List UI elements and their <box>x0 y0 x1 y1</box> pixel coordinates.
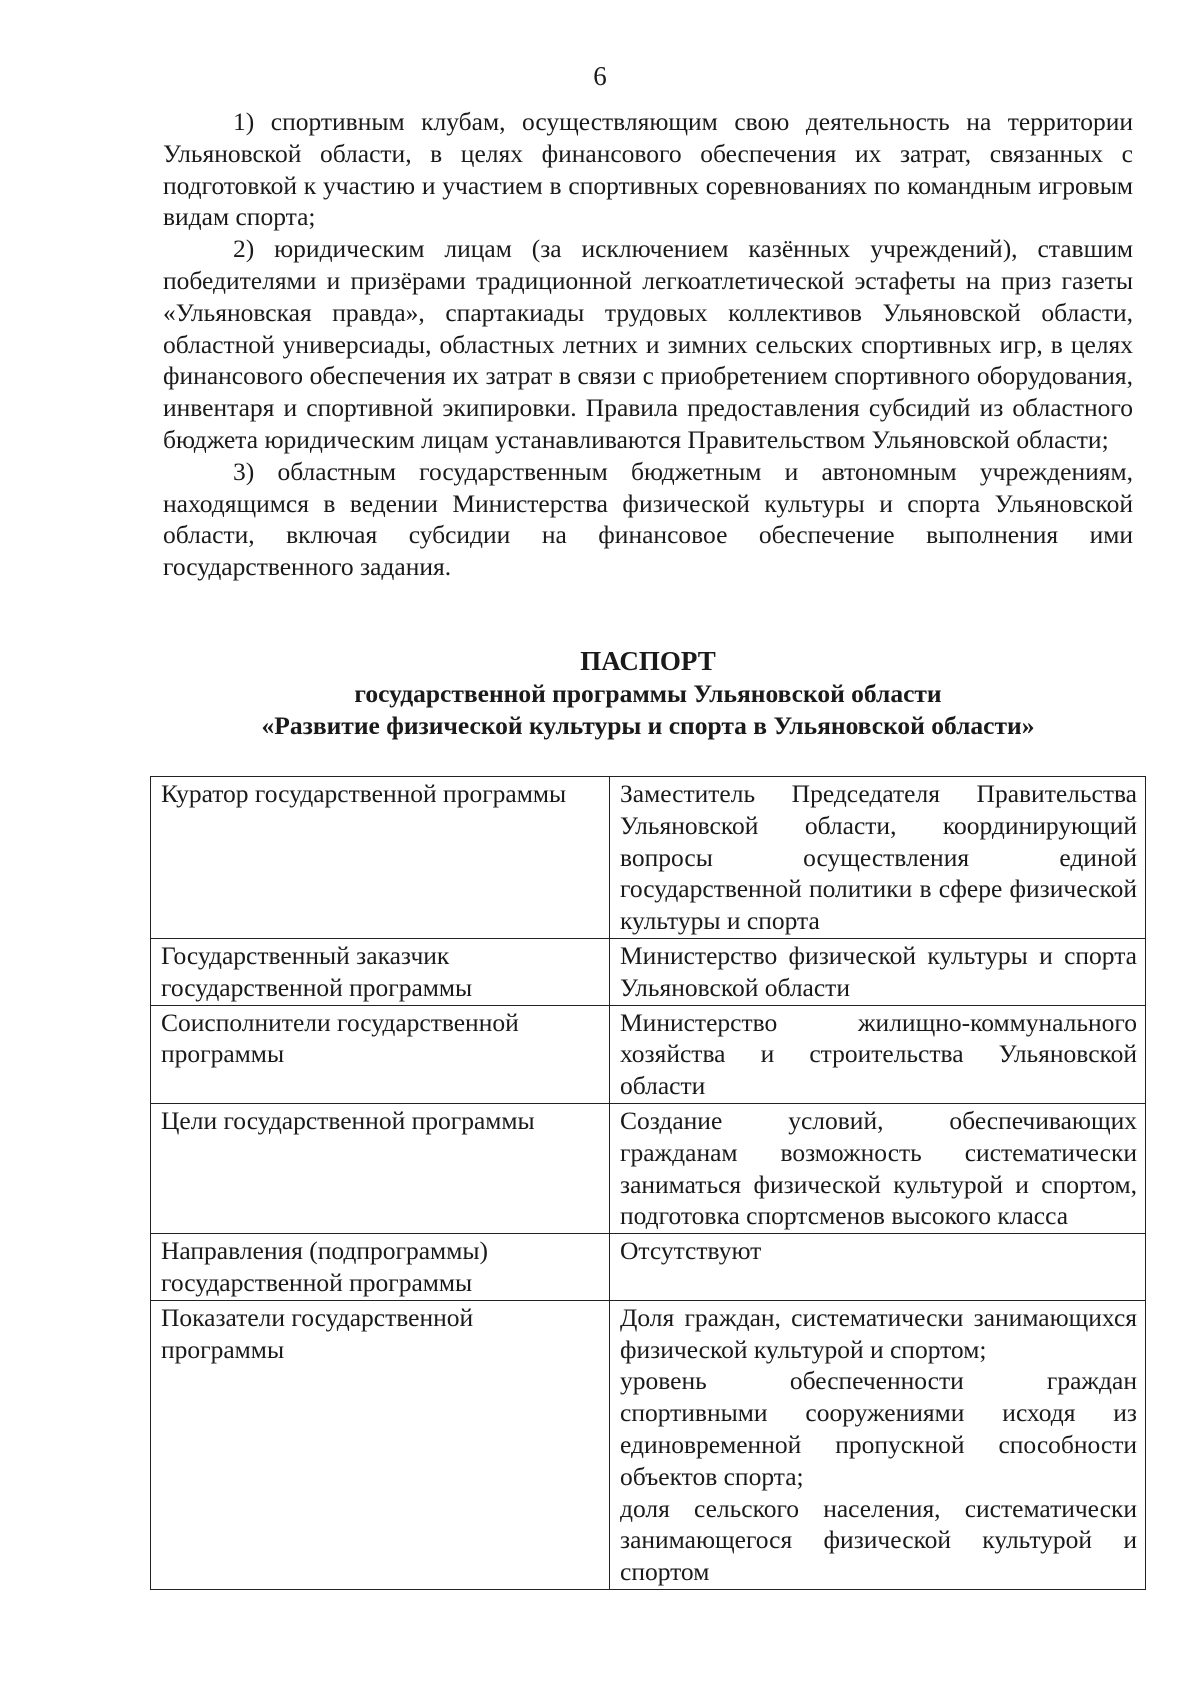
page-number: 6 <box>593 61 607 91</box>
row-value: Заместитель Председателя Правительства Ульяновской области, координирующий вопросы осуществления единой государственной политики в сфере физической культуры и спорта <box>610 777 1146 939</box>
row-value: Отсутствуют <box>610 1234 1146 1301</box>
row-label: Соисполнители государственной программы <box>151 1005 610 1103</box>
table-row <box>151 938 1146 1005</box>
indicator-line: уровень обеспеченности граждан спортивными сооружениями исходя из единовременной пропускной способности объектов спорта; <box>620 1366 1137 1491</box>
row-label: Цели государственной программы <box>151 1103 610 1233</box>
row-label: Государственный заказчик государственной программы <box>151 938 610 1005</box>
row-value: Министерство физической культуры и спорта Ульяновской области <box>610 938 1146 1005</box>
row-label: Куратор государственной программы <box>151 777 610 939</box>
passport-title-block <box>163 644 1133 742</box>
row-value-list <box>610 1300 1146 1589</box>
table-row <box>151 1300 1146 1589</box>
table-row <box>151 1103 1146 1233</box>
row-label: Направления (подпрограммы) государственной программы <box>151 1234 610 1301</box>
paragraph-1: 1) спортивным клубам, осуществляющим свою деятельность на территории Ульяновской области, в целях финансового обеспечения их затрат, связанных с подготовкой к участию и участием в спортивных соревнованиях по командным игровым видам спорта; <box>163 107 1133 232</box>
passport-table <box>150 776 1146 1590</box>
row-value: Создание условий, обеспечивающих гражданам возможность систематически заниматься физической культурой и спортом, подготовка спортсменов высокого класса <box>610 1103 1146 1233</box>
paragraph-2: 2) юридическим лицам (за исключением казённых учреждений), ставшим победителями и призёрами традиционной легкоатлетической эстафеты на приз газеты «Ульяновская правда», спартакиады трудовых коллективов Ульяновской области, областной универсиады, областных летних и зимних сельских спортивных игр, в целях финансового обеспечения их затрат в связи с приобретением спортивного оборудования, инвентаря и спортивной экипировки. Правила предоставления субсидий из областного бюджета юридическим лицам устанавливаются Правительством Ульяновской области; <box>163 234 1133 454</box>
indicator-line: доля сельского населения, систематически занимающегося физической культурой и спортом <box>620 1493 1137 1587</box>
passport-title: ПАСПОРТ <box>580 646 716 676</box>
passport-subtitle-1: государственной программы Ульяновской области <box>354 679 942 708</box>
paragraph-3: 3) областным государственным бюджетным и автономным учреждениям, находящимся в ведении Министерства физической культуры и спорта Ульяновской области, включая субсидии на финансовое обеспечение выполнения ими государственного задания. <box>163 456 1133 582</box>
row-label: Показатели государственной программы <box>151 1300 610 1589</box>
indicator-line: Доля граждан, систематически занимающихся физической культурой и спортом; <box>620 1302 1137 1364</box>
body-text <box>163 106 1133 583</box>
table-row <box>151 777 1146 939</box>
table-row <box>151 1234 1146 1301</box>
row-value: Министерство жилищно-коммунального хозяйства и строительства Ульяновской области <box>610 1005 1146 1103</box>
passport-subtitle-2: «Развитие физической культуры и спорта в Ульяновской области» <box>261 711 1035 740</box>
table-row <box>151 1005 1146 1103</box>
